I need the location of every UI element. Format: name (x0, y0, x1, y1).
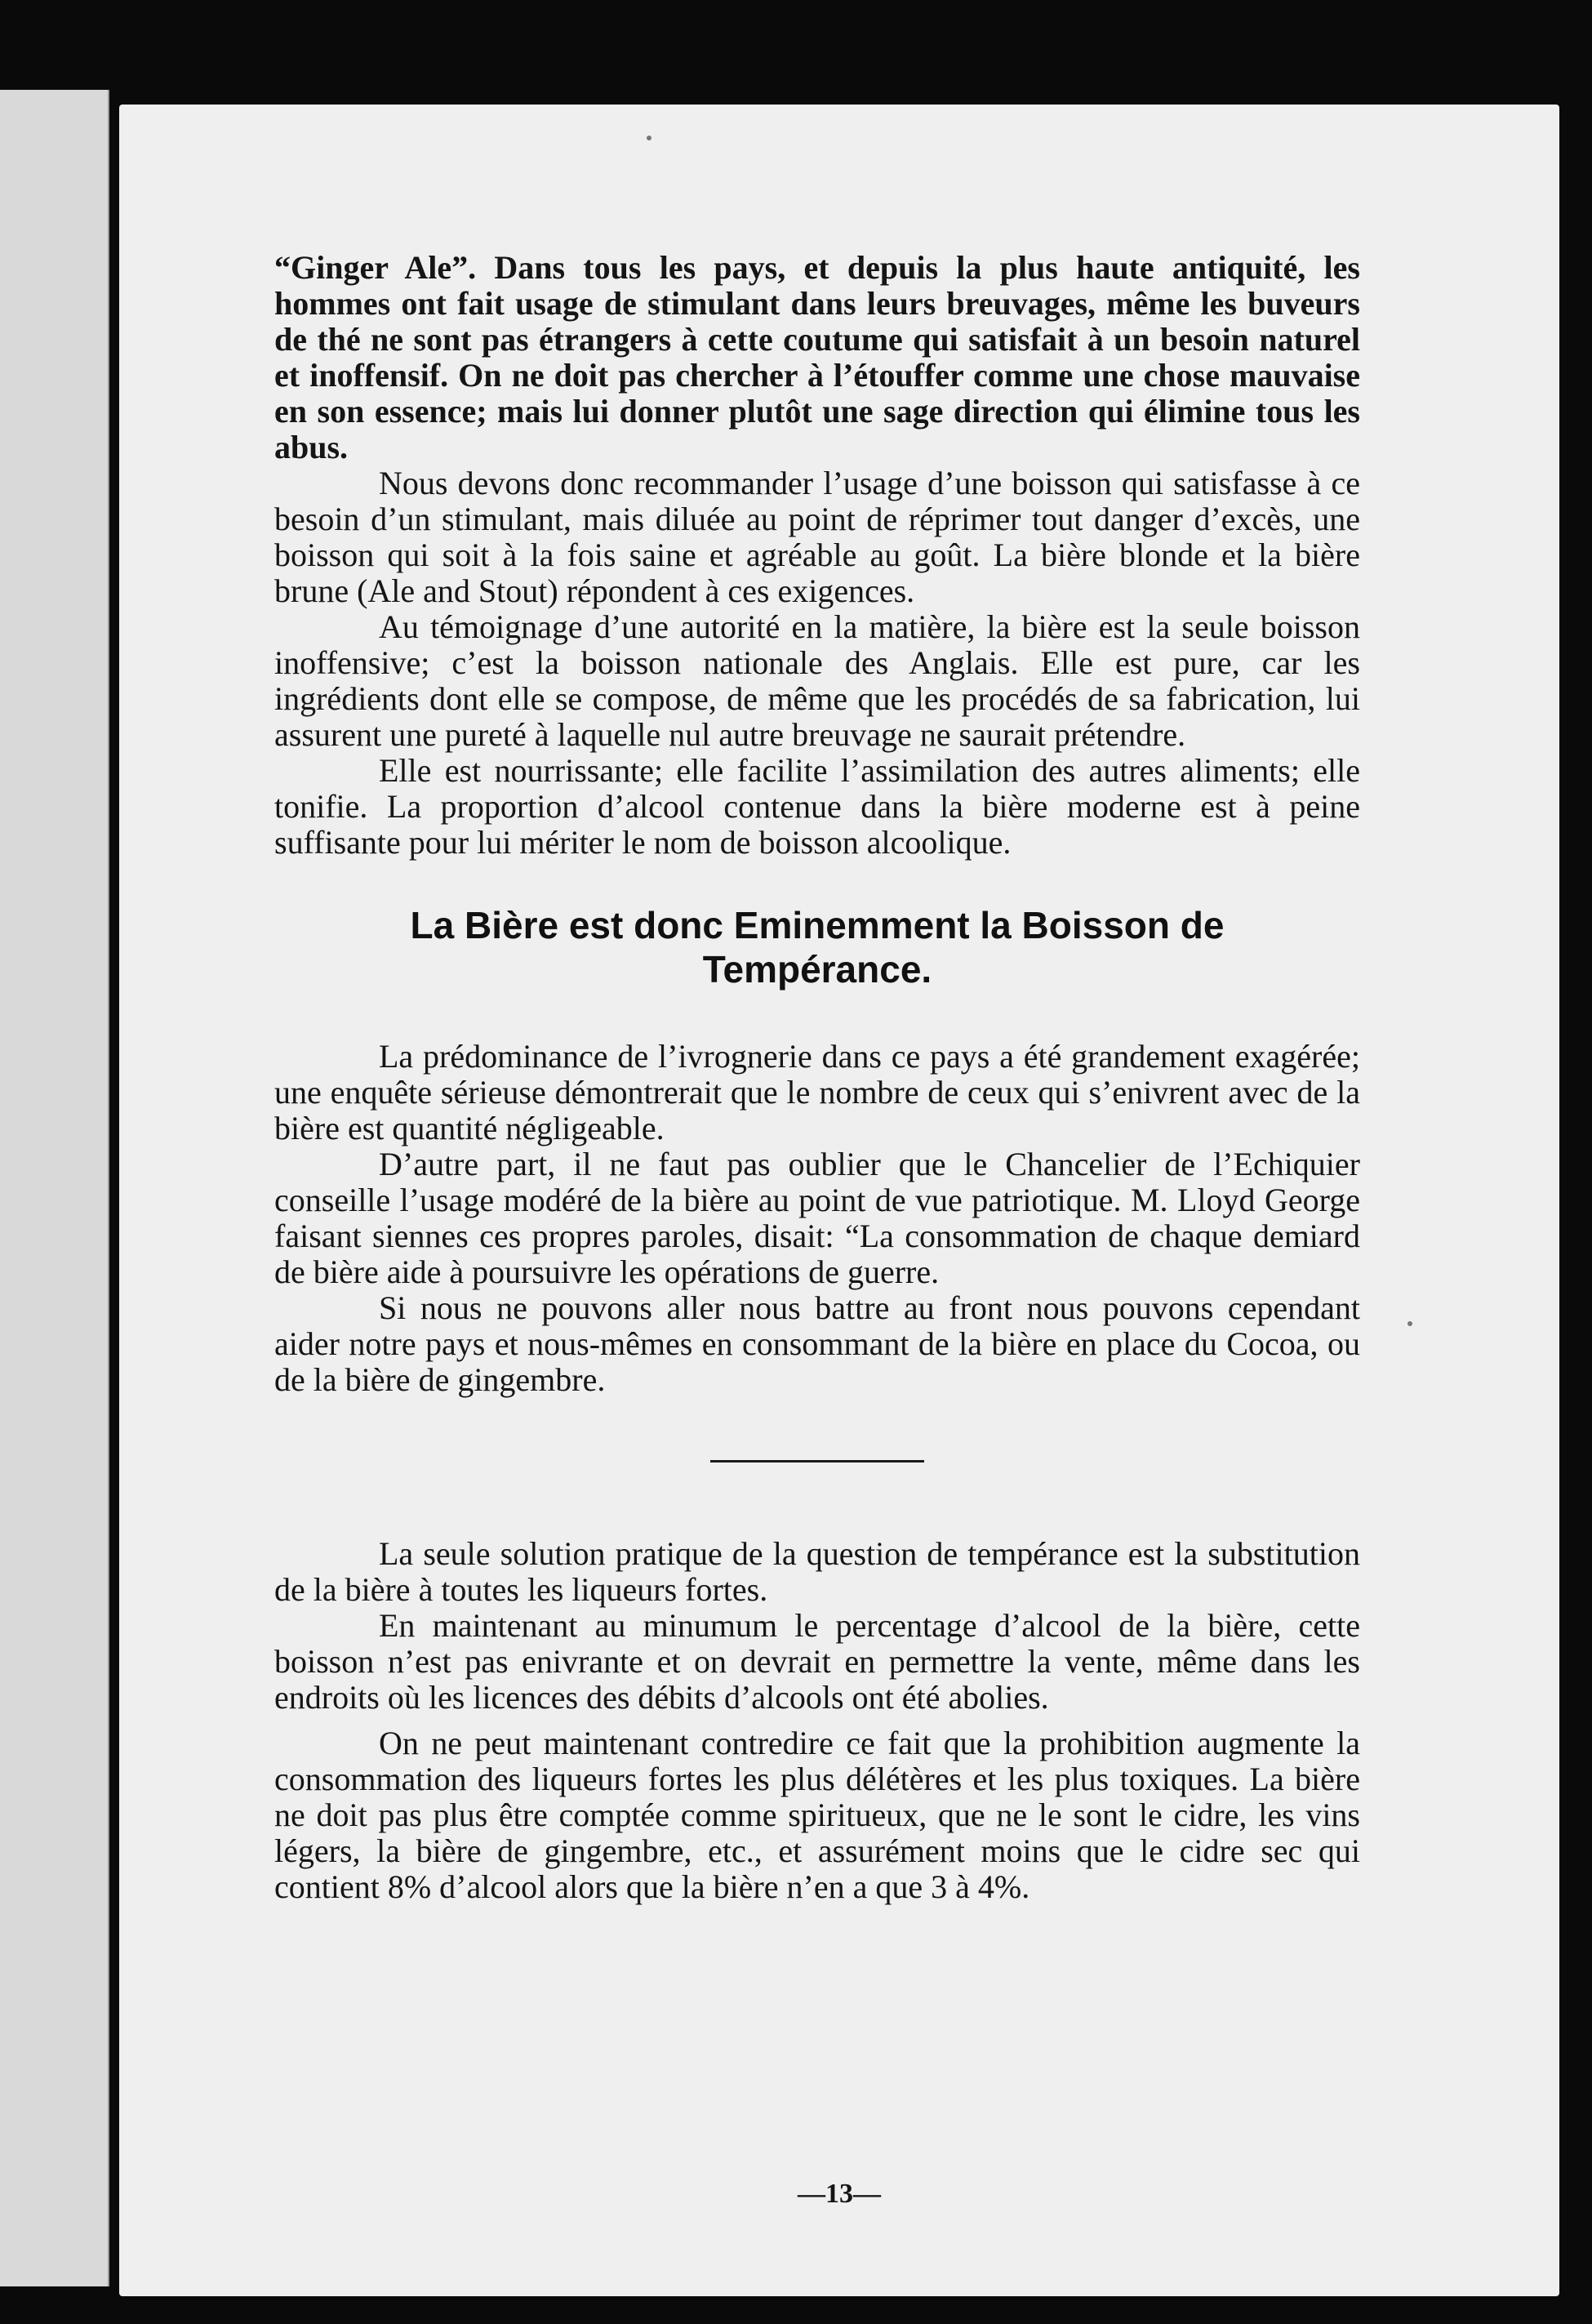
paragraph-ginger-ale: “Ginger Ale”. Dans tous les pays, et depuis la plus haute antiquité, les hommes ont fait usage de stimulant dans leurs breuvages, même les buveurs de thé ne sont pas étrangers à cette coutume qui satisfait à un besoin naturel et inoffensif. On ne doit pas chercher à l’étouffer comme une chose mauvaise en son essence; mais lui donner plutôt une sage direction qui élimine tous les abus. (274, 249, 1360, 465)
document-page (119, 105, 1559, 2296)
paragraph-minimum: En maintenant au minumum le percentage d’alcool de la bière, cette boisson n’est pas enivrante et on devrait en permettre la vente, même dans les endroits où les licences des débits d’alcools ont été abolies. (274, 1607, 1360, 1716)
paragraph-chancelier: D’autre part, il ne faut pas oublier que le Chancelier de l’Echiquier conseille l’usage modéré de la bière au point de vue patriotique. M. Lloyd George faisant siennes ces propres paroles, disait: “La consommation de chaque demiard de bière aide à poursuivre les opérations de guerre. (274, 1146, 1360, 1290)
paragraph-prohibition: On ne peut maintenant contredire ce fait que la prohibition augmente la consommation des liqueurs fortes les plus délétères et les plus toxiques. La bière ne doit pas plus être comptée comme spiritueux, que ne le sont le cidre, les vins légers, la bière de gingembre, etc., et assurément moins que le cidre sec qui contient 8% d’alcool alors que la bière n’en a que 3 à 4%. (274, 1725, 1360, 1905)
body-text (274, 250, 1360, 1905)
speck-mark (1407, 1321, 1412, 1326)
adjacent-page-edge (0, 90, 109, 2286)
section-heading (274, 903, 1360, 991)
paragraph-recommander: Nous devons donc recommander l’usage d’une boisson qui satisfasse à ce besoin d’un stimulant, mais diluée au point de réprimer tout danger d’excès, une boisson qui soit à la fois saine et agréable au goût. La bière blonde et la bière brune (Ale and Stout) répondent à ces exigences. (274, 465, 1360, 609)
paragraph-nourrissante: Elle est nourrissante; elle facilite l’assimilation des autres aliments; elle tonifie. La proportion d’alcool contenue dans la bière moderne est à peine suffisante pour lui mériter le nom de boisson alcoolique. (274, 752, 1360, 861)
speck-mark (647, 136, 651, 140)
section-divider (710, 1460, 924, 1463)
heading-line-2: Tempérance. (702, 948, 932, 991)
paragraph-temoignage: Au témoignage d’une autorité en la matière, la bière est la seule boisson inoffensive; c’est la boisson nationale des Anglais. Elle est pure, car les ingrédients dont elle se compose, de même que les procédés de sa fabrication, lui assurent une pureté à laquelle nul autre breuvage ne saurait prétendre. (274, 608, 1360, 753)
heading-line-1: La Bière est donc Eminemment la Boisson de (410, 904, 1225, 946)
paragraph-solution: La seule solution pratique de la question de tempérance est la substitution de la bière à toutes les liqueurs fortes. (274, 1535, 1360, 1608)
paragraph-front: Si nous ne pouvons aller nous battre au front nous pouvons cependant aider notre pays et nous-mêmes en consommant de la bière en place du Cocoa, ou de la bière de gingembre. (274, 1289, 1360, 1398)
paragraph-predominance: La prédominance de l’ivrognerie dans ce pays a été grandement exagérée; une enquête sérieuse démontrerait que le nombre de ceux qui s’enivrent avec de la bière est quantité négligeable. (274, 1038, 1360, 1146)
page-number: —13— (798, 2179, 881, 2209)
